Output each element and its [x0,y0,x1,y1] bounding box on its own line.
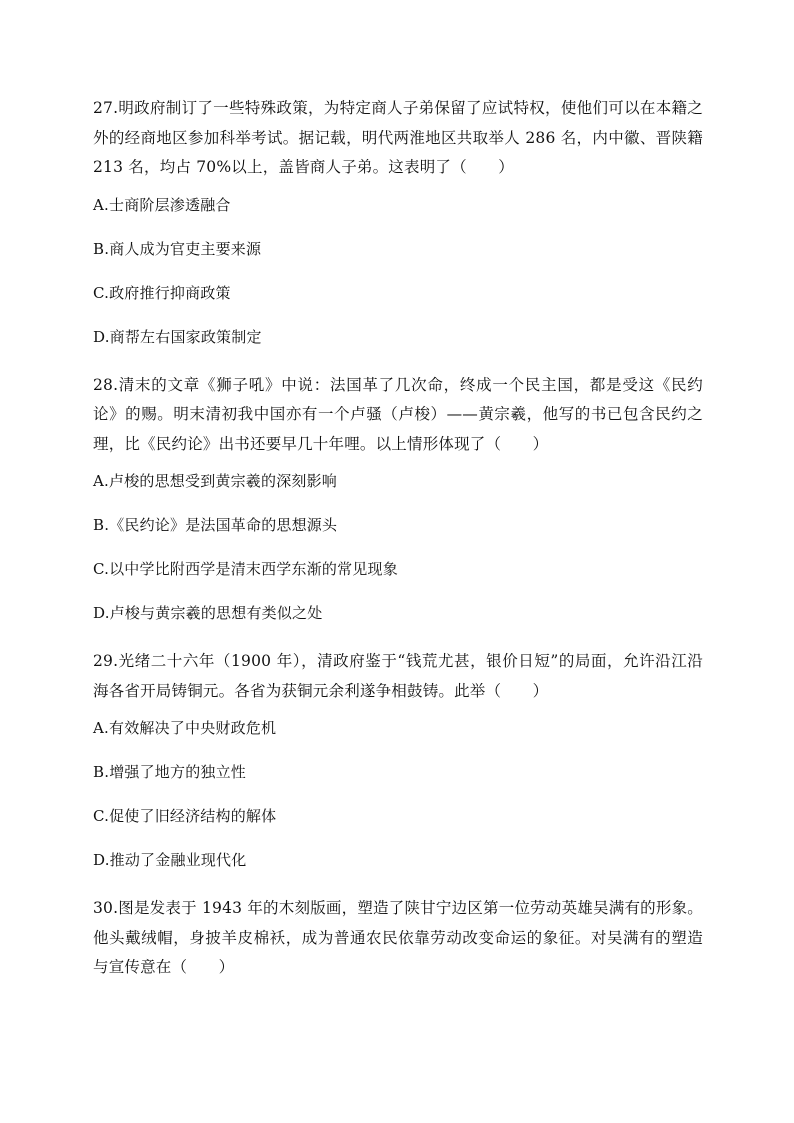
question-28 [93,371,703,624]
question-30 [93,894,703,983]
option-c: C.以中学比附西学是清末西学东渐的常见现象 [93,560,398,578]
option-a: A.卢梭的思想受到黄宗羲的深刻影响 [93,472,338,490]
exam-page [93,94,703,995]
option-d: D.推动了金融业现代化 [93,851,247,869]
option-b: B.商人成为官吏主要来源 [93,239,262,258]
option-a: A.有效解决了中央财政危机 [93,719,277,737]
question-stem: 30.图是发表于 1943 年的木刻版画，塑造了陕甘宁边区第一位劳动英雄吴满有的形象。他头戴绒帽，身披羊皮棉袄，成为普通农民依靠劳动改变命运的象征。对吴满有的塑造与宣传意在（ ） [93,899,703,976]
question-27 [93,94,703,347]
option-c: C.政府推行抑商政策 [93,283,231,302]
question-stem: 27.明政府制订了一些特殊政策，为特定商人子弟保留了应试特权，使他们可以在本籍之外的经商地区参加科举考试。据记载，明代两淮地区共取举人 286 名，内中徽、晋陕籍 213 名，均占 70%以上，盖皆商人子弟。这表明了（ ） [93,99,703,176]
option-d: D.卢梭与黄宗羲的思想有类似之处 [93,604,323,622]
option-a: A.士商阶层渗透融合 [93,195,231,214]
question-stem: 28.清末的文章《狮子吼》中说：法国革了几次命，终成一个民主国，都是受这《民约论》的赐。明末清初我中国亦有一个卢骚（卢梭）——黄宗羲，他写的书已包含民约之理，比《民约论》出书还要早几十年哩。以上情形体现了（ ） [93,375,703,453]
option-d: D.商帮左右国家政策制定 [93,327,262,346]
option-b: B.《民约论》是法国革命的思想源头 [93,516,338,534]
question-29 [93,647,703,870]
question-stem: 29.光绪二十六年（1900 年），清政府鉴于“钱荒尤甚，银价日短”的局面，允许沿江沿海各省开局铸铜元。各省为获铜元余利遂争相鼓铸。此举（ ） [93,652,703,700]
option-b: B.增强了地方的独立性 [93,763,246,781]
option-c: C.促使了旧经济结构的解体 [93,807,277,825]
